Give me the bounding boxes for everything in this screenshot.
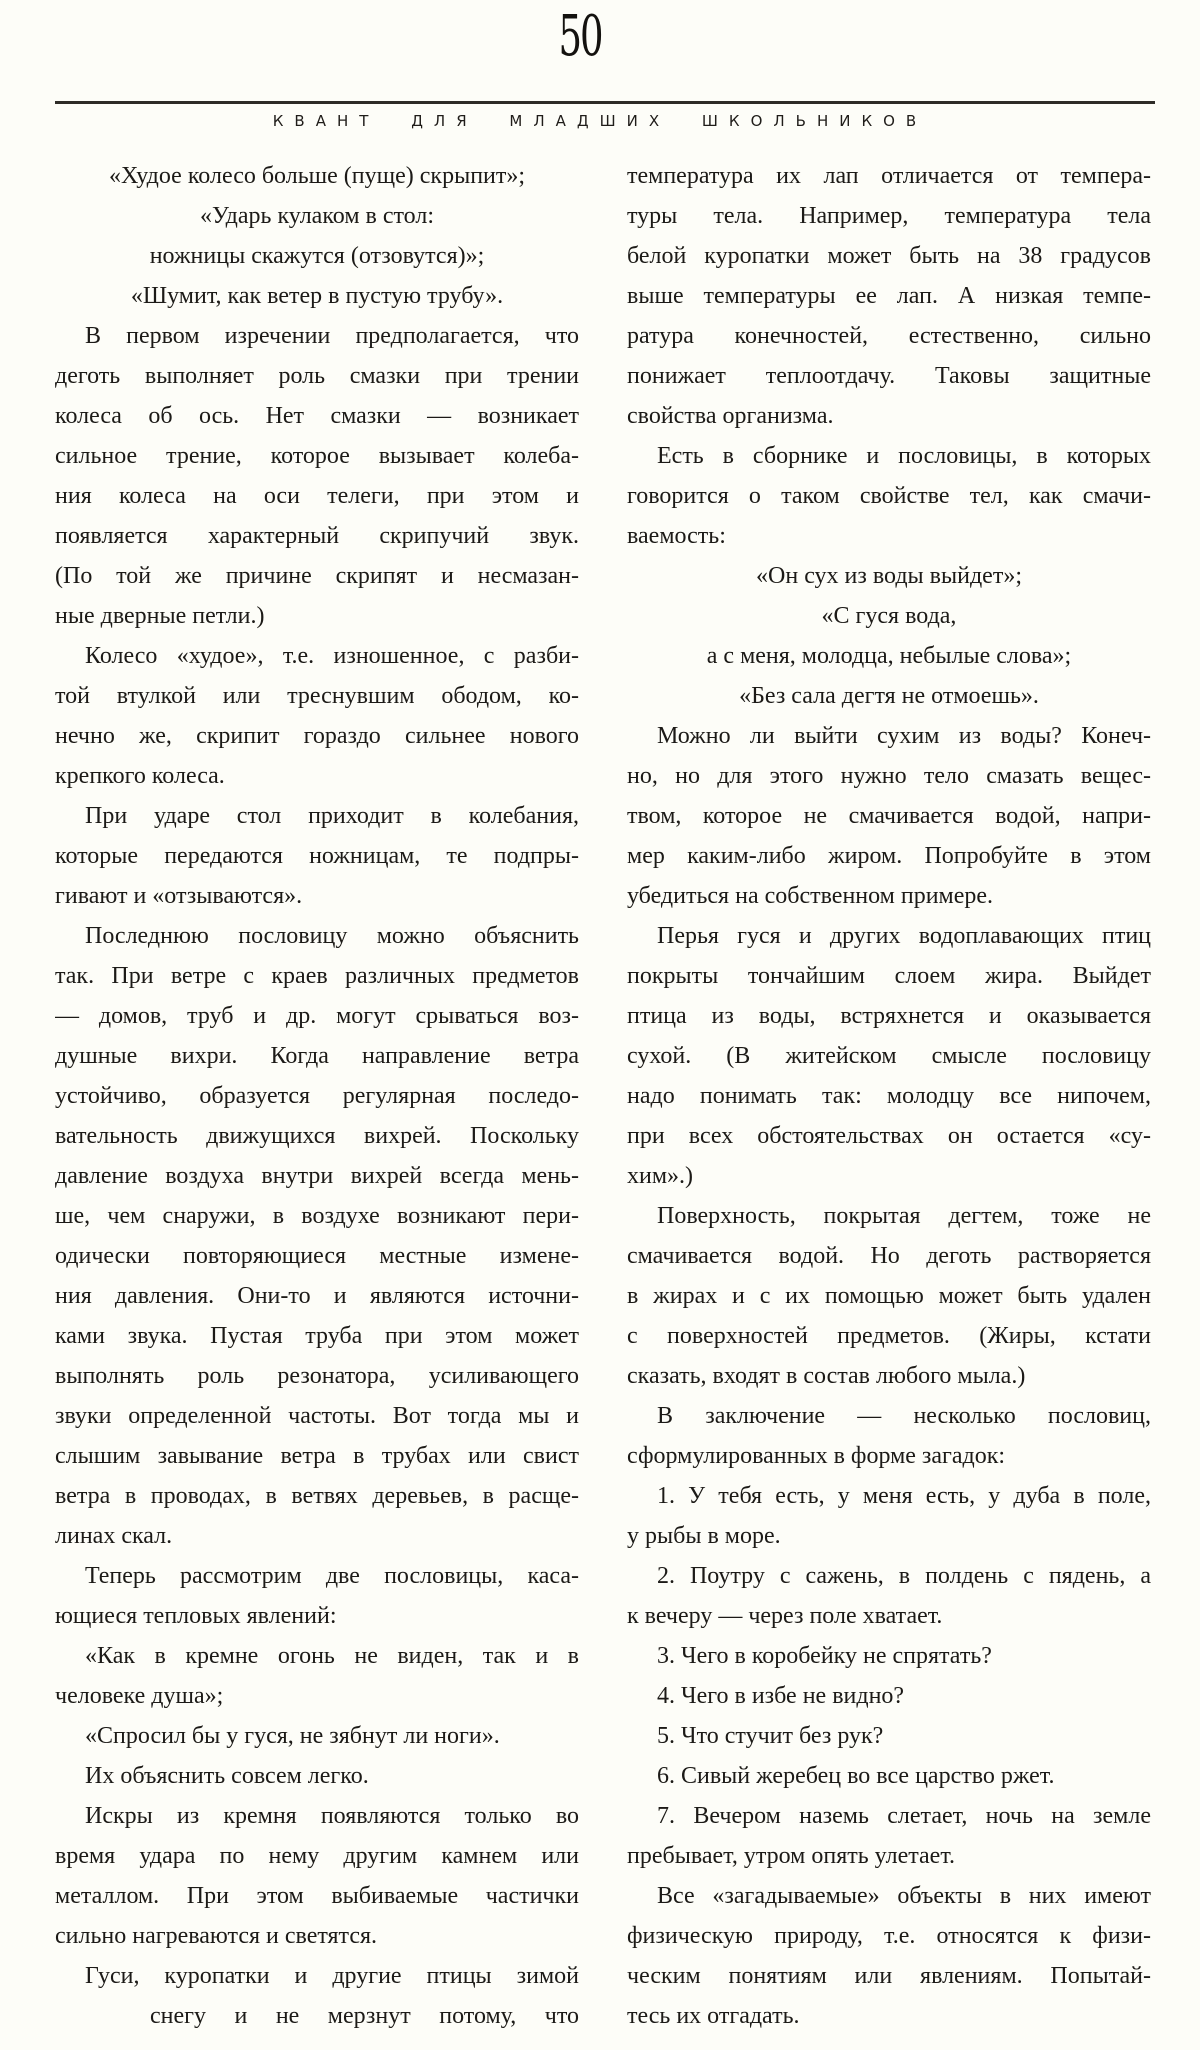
- text-line: туры тела. Например, температура тела: [627, 203, 1151, 229]
- text-line: душные вихри. Когда направление ветра: [55, 1043, 579, 1069]
- text-line: 3. Чего в коробейку не спрятать?: [657, 1643, 992, 1669]
- text-line: давление воздуха внутри вихрей всегда мень-: [55, 1163, 579, 1189]
- text-line: «Шумит, как ветер в пустую трубу».: [130, 283, 504, 309]
- text-line: нечно же, скрипит гораздо сильнее нового: [55, 723, 579, 749]
- text-line: появляется характерный скрипучий звук.: [55, 523, 579, 549]
- text-line: «Как в кремне огонь не виден, так и в: [85, 1643, 579, 1669]
- text-line: в жирах и с их помощью может быть удален: [627, 1283, 1151, 1309]
- text-line: 5. Что стучит без рук?: [657, 1723, 884, 1749]
- text-line: Можно ли выйти сухим из воды? Конеч-: [657, 723, 1151, 749]
- text-line: Искры из кремня появляются только во: [85, 1803, 579, 1829]
- text-line: человеке душа»;: [55, 1683, 224, 1709]
- text-line: ния давления. Они-то и являются источни-: [55, 1283, 579, 1309]
- text-line: ками звука. Пустая труба при этом может: [55, 1323, 579, 1349]
- text-line: Поверхность, покрытая дегтем, тоже не: [657, 1203, 1151, 1229]
- text-line: вательность движущихся вихрей. Поскольку: [55, 1123, 579, 1149]
- text-line: ния колеса на оси телеги, при этом и: [55, 483, 579, 509]
- text-line: «Спросил бы у гуся, не зябнут ли ноги».: [85, 1723, 500, 1749]
- text-line: ше, чем снаружи, в воздухе возникают пери-: [55, 1203, 579, 1229]
- text-line: физическую природу, т.е. относятся к физи-: [627, 1923, 1151, 1949]
- text-line: выше температуры ее лап. А низкая темпе-: [627, 283, 1151, 309]
- text-line: смачивается водой. Но деготь растворяется: [627, 1243, 1151, 1269]
- text-line: сказать, входят в состав любого мыла.): [627, 1363, 1026, 1389]
- text-line: В заключение — несколько пословиц,: [657, 1403, 1151, 1429]
- header-rule: [55, 101, 1155, 104]
- text-line: одически повторяющиеся местные измене-: [55, 1243, 579, 1269]
- text-line: а с меня, молодца, небылые слова»;: [706, 643, 1072, 669]
- text-line: Последнюю пословицу можно объяснить: [85, 923, 579, 949]
- text-line: мер каким-либо жиром. Попробуйте в этом: [627, 843, 1151, 869]
- text-line: «Худое колесо больше (пуще) скрыпит»;: [108, 163, 526, 189]
- text-line: «Он сух из воды выйдет»;: [756, 563, 1022, 589]
- text-line: свойства организма.: [627, 403, 834, 429]
- text-line: тесь их отгадать.: [627, 2003, 800, 2029]
- text-line: линах скал.: [55, 1523, 173, 1549]
- text-line: деготь выполняет роль смазки при трении: [55, 363, 579, 389]
- text-line: ваемость:: [627, 523, 726, 549]
- text-line: покрыты тончайшим слоем жира. Выйдет: [627, 963, 1151, 989]
- text-line: температура их лап отличается от темпера-: [627, 163, 1151, 189]
- text-line: той втулкой или треснувшим ободом, ко-: [55, 683, 579, 709]
- text-line: 2. Поутру с сажень, в полдень с пядень, а: [657, 1563, 1151, 1589]
- text-line: устойчиво, образуется регулярная последо-: [55, 1083, 579, 1109]
- text-line: «Без сала дегтя не отмоешь».: [739, 683, 1039, 709]
- text-line: надо понимать так: молодцу все нипочем,: [627, 1083, 1151, 1109]
- text-line: ческим понятиям или явлениям. Попытай-: [627, 1963, 1151, 1989]
- text-line: птица из воды, встряхнется и оказывается: [627, 1003, 1151, 1029]
- text-line: которые передаются ножницам, те подпры-: [55, 843, 579, 869]
- text-line: но, но для этого нужно тело смазать вещес-: [627, 763, 1151, 789]
- text-line: к вечеру — через поле хватает.: [627, 1603, 943, 1629]
- text-line: убедиться на собственном примере.: [627, 883, 994, 909]
- text-line: ветра в проводах, в ветвях деревьев, в расще-: [55, 1483, 579, 1509]
- text-line: — домов, труб и др. могут срываться воз-: [55, 1003, 579, 1029]
- text-line: при всех обстоятельствах он остается «су-: [627, 1123, 1151, 1149]
- text-line: звуки определенной частоты. Вот тогда мы и: [55, 1403, 579, 1429]
- text-line: у рыбы в море.: [627, 1523, 781, 1549]
- left-column: [55, 156, 579, 2036]
- text-line: хим».): [627, 1163, 694, 1189]
- text-line: ножницы скажутся (отзовутся)»;: [149, 243, 485, 269]
- text-line: сформулированных в форме загадок:: [627, 1443, 1006, 1469]
- text-line: Их объяснить совсем легко.: [85, 1763, 369, 1789]
- text-line: При ударе стол приходит в колебания,: [85, 803, 579, 829]
- text-line: время удара по нему другим камнем или: [55, 1843, 579, 1869]
- text-line: Перья гуся и других водоплавающих птиц: [657, 923, 1151, 949]
- text-line: слышим завывание ветра в трубах или свист: [55, 1443, 579, 1469]
- text-line: 4. Чего в избе не видно?: [657, 1683, 905, 1709]
- text-line: выполнять роль резонатора, усиливающего: [55, 1363, 579, 1389]
- text-line: 1. У тебя есть, у меня есть, у дуба в поле,: [657, 1483, 1151, 1509]
- text-line: белой куропатки может быть на 38 градусов: [627, 243, 1151, 269]
- text-line: так. При ветре с краев различных предметов: [55, 963, 579, 989]
- page-number: 50: [558, 4, 602, 69]
- text-line: Теперь рассмотрим две пословицы, каса-: [85, 1563, 579, 1589]
- text-line: 7. Вечером наземь слетает, ночь на земле: [657, 1803, 1151, 1829]
- text-line: Гуси, куропатки и другие птицы зимой: [85, 1963, 579, 1989]
- text-line: говорится о таком свойстве тел, как смачи-: [627, 483, 1151, 509]
- text-line: 6. Сивый жеребец во все царство ржет.: [657, 1763, 1055, 1789]
- text-line: гивают и «отзываются».: [55, 883, 303, 909]
- text-line: В первом изречении предполагается, что: [85, 323, 579, 349]
- text-line: твом, которое не смачивается водой, напри-: [627, 803, 1151, 829]
- text-line: сильное трение, которое вызывает колеба-: [55, 443, 579, 469]
- right-column: [627, 156, 1151, 2036]
- text-line: ные дверные петли.): [55, 603, 265, 629]
- text-line: снегу и не мерзнут потому, что: [150, 2003, 579, 2029]
- text-line: ющиеся тепловых явлений:: [55, 1603, 337, 1629]
- text-line: (По той же причине скрипят и несмазан-: [55, 563, 579, 589]
- running-header: КВАНТ ДЛЯ МЛАДШИХ ШКОЛЬНИКОВ: [272, 112, 928, 130]
- text-line: Есть в сборнике и пословицы, в которых: [657, 443, 1151, 469]
- text-line: с поверхностей предметов. (Жиры, кстати: [627, 1323, 1151, 1349]
- text-line: колеса об ось. Нет смазки — возникает: [55, 403, 579, 429]
- text-line: ратура конечностей, естественно, сильно: [627, 323, 1151, 349]
- text-line: пребывает, утром опять улетает.: [627, 1843, 956, 1869]
- text-line: Колесо «худое», т.е. изношенное, с разби-: [85, 643, 579, 669]
- text-columns: [55, 156, 1151, 2036]
- text-line: крепкого колеса.: [55, 763, 225, 789]
- text-line: «С гуся вода,: [821, 603, 957, 629]
- text-line: «Ударь кулаком в стол:: [200, 203, 434, 229]
- text-line: металлом. При этом выбиваемые частички: [55, 1883, 579, 1909]
- text-line: понижает теплоотдачу. Таковы защитные: [627, 363, 1151, 389]
- text-line: Все «загадываемые» объекты в них имеют: [657, 1883, 1151, 1909]
- text-line: сухой. (В житейском смысле пословицу: [627, 1043, 1151, 1069]
- text-line: сильно нагреваются и светятся.: [55, 1923, 378, 1949]
